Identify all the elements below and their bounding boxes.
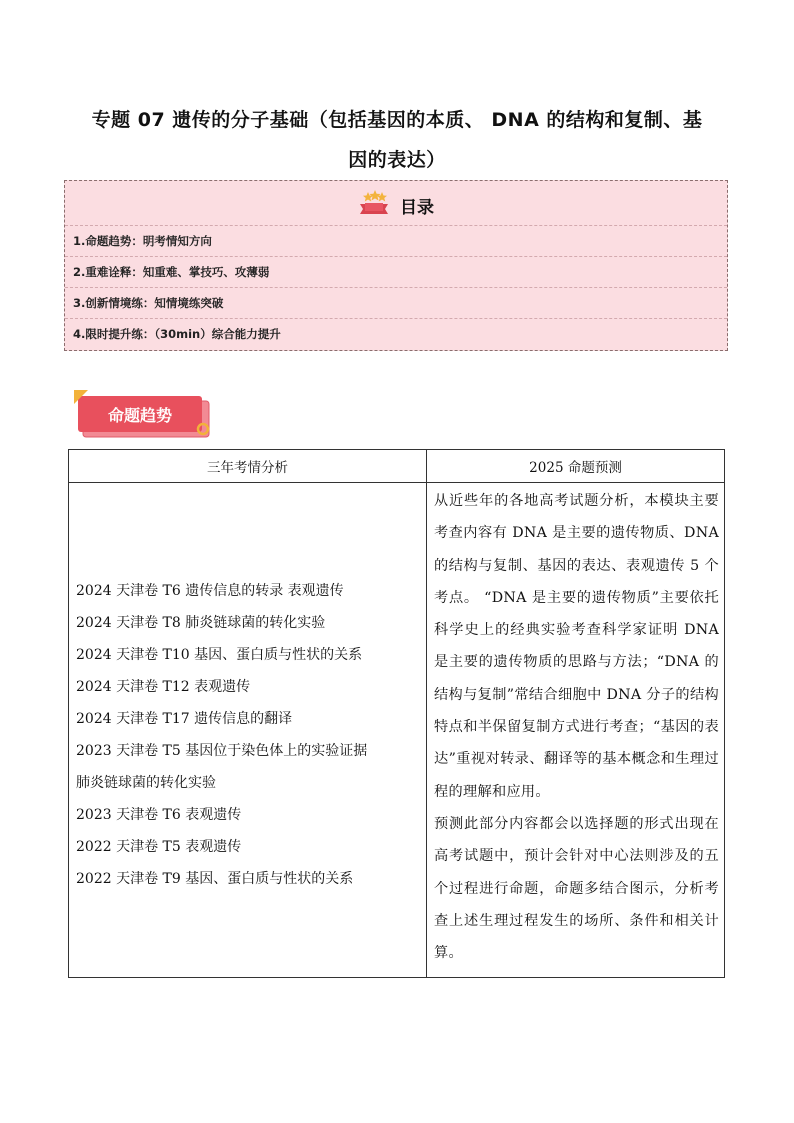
exam-item: 肺炎链球菌的转化实验 (76, 775, 216, 792)
header-analysis: 三年考情分析 (69, 450, 427, 483)
toc-item-1[interactable]: 1.命题趋势：明考情知方向 (65, 225, 727, 256)
prediction-paragraph-1: 从近些年的各地高考试题分析，本模块主要考查内容有 DNA 是主要的遗传物质、DNA 的结构与复制、基因的表达、表观遗传 5 个考点。 “DNA 是主要的遗传物质”主要依托科学史上的经典实验考查科学家证明 DNA 是主要的遗传物质的思路与方法；“DNA 的结构与复制”常结合细胞中 DNA 分子的结构特点和半保留复制方式进行考查；“基因的表达”重视对转录、翻译等的基本概念和生理过程的理解和应用。 (434, 493, 719, 800)
analysis-table (68, 449, 725, 978)
table-header-row (69, 450, 725, 483)
toc-item-2[interactable]: 2.重难诠释：知重难、掌技巧、攻薄弱 (65, 256, 727, 287)
header-prediction: 2025 命题预测 (427, 450, 725, 483)
table-of-contents (64, 180, 728, 351)
exam-list-cell (69, 483, 427, 978)
prediction-cell (427, 483, 725, 978)
page-title-line-2: 因的表达） (348, 149, 446, 171)
exam-item: 2024 天津卷 T6 遗传信息的转录 表观遗传 (76, 583, 344, 600)
table-body-row (69, 483, 725, 978)
badge-label: 命题趋势 (107, 406, 173, 425)
page-title (70, 100, 724, 180)
toc-item-3[interactable]: 3.创新情境练：知情境练突破 (65, 287, 727, 318)
toc-header (65, 187, 727, 223)
exam-item: 2024 天津卷 T17 遗传信息的翻译 (76, 711, 293, 728)
exam-item: 2024 天津卷 T12 表观遗传 (76, 679, 251, 696)
section-badge (74, 390, 214, 440)
exam-item: 2024 天津卷 T10 基因、蛋白质与性状的关系 (76, 647, 363, 664)
toc-heading: 目录 (400, 197, 434, 218)
page-title-line-1: 专题 07 遗传的分子基础（包括基因的本质、 DNA 的结构和复制、基 (91, 109, 703, 131)
exam-item: 2022 天津卷 T9 基因、蛋白质与性状的关系 (76, 871, 354, 888)
toc-item-4[interactable]: 4.限时提升练：（30min）综合能力提升 (65, 318, 727, 349)
exam-item: 2024 天津卷 T8 肺炎链球菌的转化实验 (76, 615, 326, 632)
exam-item: 2023 天津卷 T5 基因位于染色体上的实验证据 (76, 743, 368, 760)
exam-item: 2023 天津卷 T6 表观遗传 (76, 807, 242, 824)
ribbon-star-icon (358, 190, 390, 220)
badge-shape (74, 390, 214, 440)
prediction-paragraph-2: 预测此部分内容都会以选择题的形式出现在高考试题中，预计会针对中心法则涉及的五个过程进行命题，命题多结合图示，分析考查上述生理过程发生的场所、条件和相关计算。 (434, 815, 719, 962)
exam-item: 2022 天津卷 T5 表观遗传 (76, 839, 242, 856)
